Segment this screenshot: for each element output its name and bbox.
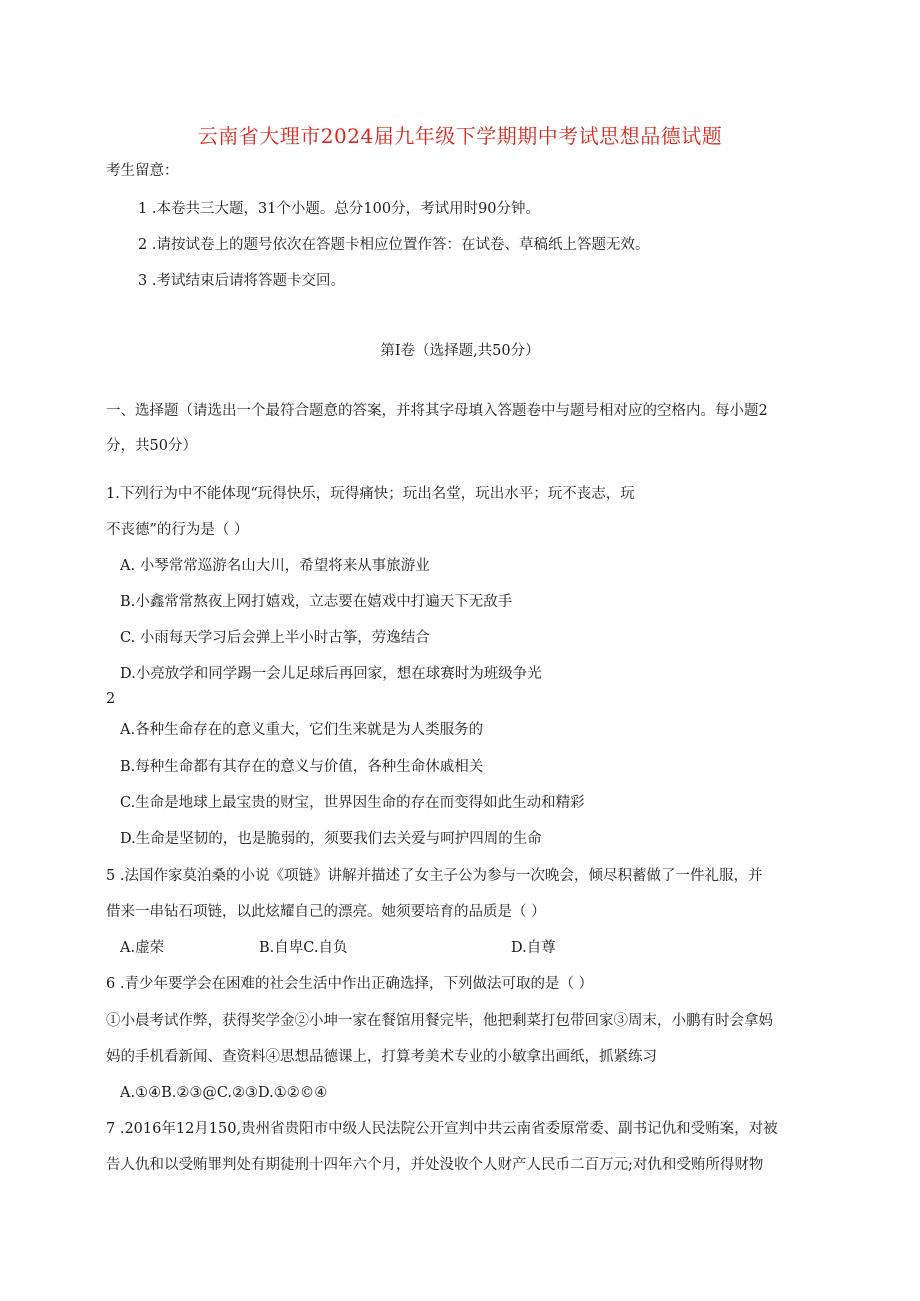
question-2-number: 2 (106, 691, 116, 707)
exam-title: 云南省大理市2024届九年级下学期期中考试思想品德试题 (197, 124, 723, 148)
question-1-stem: 1.下列行为中不能体现“玩得快乐，玩得痛快；玩出名堂，玩出水平；玩不丧志，玩 (106, 486, 635, 502)
notice-heading: 考生留意： (106, 163, 179, 179)
question-5-option-a: A.虚荣 (120, 940, 165, 956)
question-1-option: D.小亮放学和同学踢一会儿足球后再回家，想在球赛时为班级争光 (120, 666, 542, 682)
notice-item: 3 .考试结束后请将答题卡交回。 (138, 273, 345, 289)
question-5-stem: 5 .法国作家莫泊桑的小说《项链》讲解并描述了女主子公为参与一次晚会，倾尽积蓄做了一件礼服，并 (106, 868, 763, 884)
question-1-option: A. 小琴常常巡游名山大川，希望将来从事旅游业 (120, 558, 430, 574)
notice-item: 2 .请按试卷上的题号依次在答题卡相应位置作答：在试卷、草稿纸上答题无效。 (138, 237, 650, 253)
question-1-option: B.小鑫常常熬夜上网打嬉戏，立志要在嬉戏中打遍天下无敌手 (120, 594, 513, 610)
question-1-option: C. 小雨每天学习后会弹上半小时古筝，劳逸结合 (120, 630, 430, 646)
question-5-option-bc: B.自卑C.自负 (259, 940, 348, 956)
question-7-stem: 告人仇和以受贿罪判处有期徒刑十四年六个月，并处没收个人财产人民币二百万元;对仇和受贿所得财物 (106, 1157, 764, 1173)
question-2-option: A.各种生命存在的意义重大，它们生来就是为人类服务的 (120, 722, 484, 738)
instruction-line: 分，共50分） (106, 438, 197, 454)
question-2-option: B.每种生命都有其存在的意义与价值，各种生命休戚相关 (120, 759, 484, 775)
question-5-option-d: D.自尊 (511, 940, 556, 956)
question-7-stem: 7 .2016年12月150,贵州省贵阳市中级人民法院公开宣判中共云南省委原常委、副书记仇和受贿案，对被 (106, 1121, 778, 1137)
question-6-body: ①小晨考试作弊，获得奖学金②小坤一家在餐馆用餐完毕，他把剩菜打包带回家③周末，小鹏有时会拿妈 (106, 1013, 773, 1029)
instruction-line: 一、选择题（请选出一个最符合题意的答案，并将其字母填入答题卷中与题号相对应的空格内。每小题2 (106, 403, 768, 419)
notice-item: 1 .本卷共三大题，31个小题。总分100分，考试用时90分钟。 (138, 201, 541, 217)
question-2-option: D.生命是坚韧的，也是脆弱的，须要我们去关爱与呵护四周的生命 (120, 831, 542, 847)
question-6-stem: 6 .青少年要学会在困难的社会生活中作出正确选择，下列做法可取的是（ ） (106, 976, 594, 992)
question-6-options: A.①④B.②③@C.②③D.①②©④ (120, 1085, 328, 1101)
question-6-body: 妈的手机看新闻、查资料④思想品德课上，打算考美术专业的小敏拿出画纸，抓紧练习 (106, 1049, 657, 1065)
question-5-stem: 借来一串钻石项链，以此炫耀自己的漂亮。她须要培育的品质是（ ） (106, 904, 546, 920)
question-2-option: C.生命是地球上最宝贵的财宝，世界因生命的存在而变得如此生动和精彩 (120, 795, 585, 811)
section-title: 第I卷（选择题,共50分） (380, 343, 540, 359)
question-1-stem: 不丧德”的行为是（ ） (106, 522, 249, 538)
